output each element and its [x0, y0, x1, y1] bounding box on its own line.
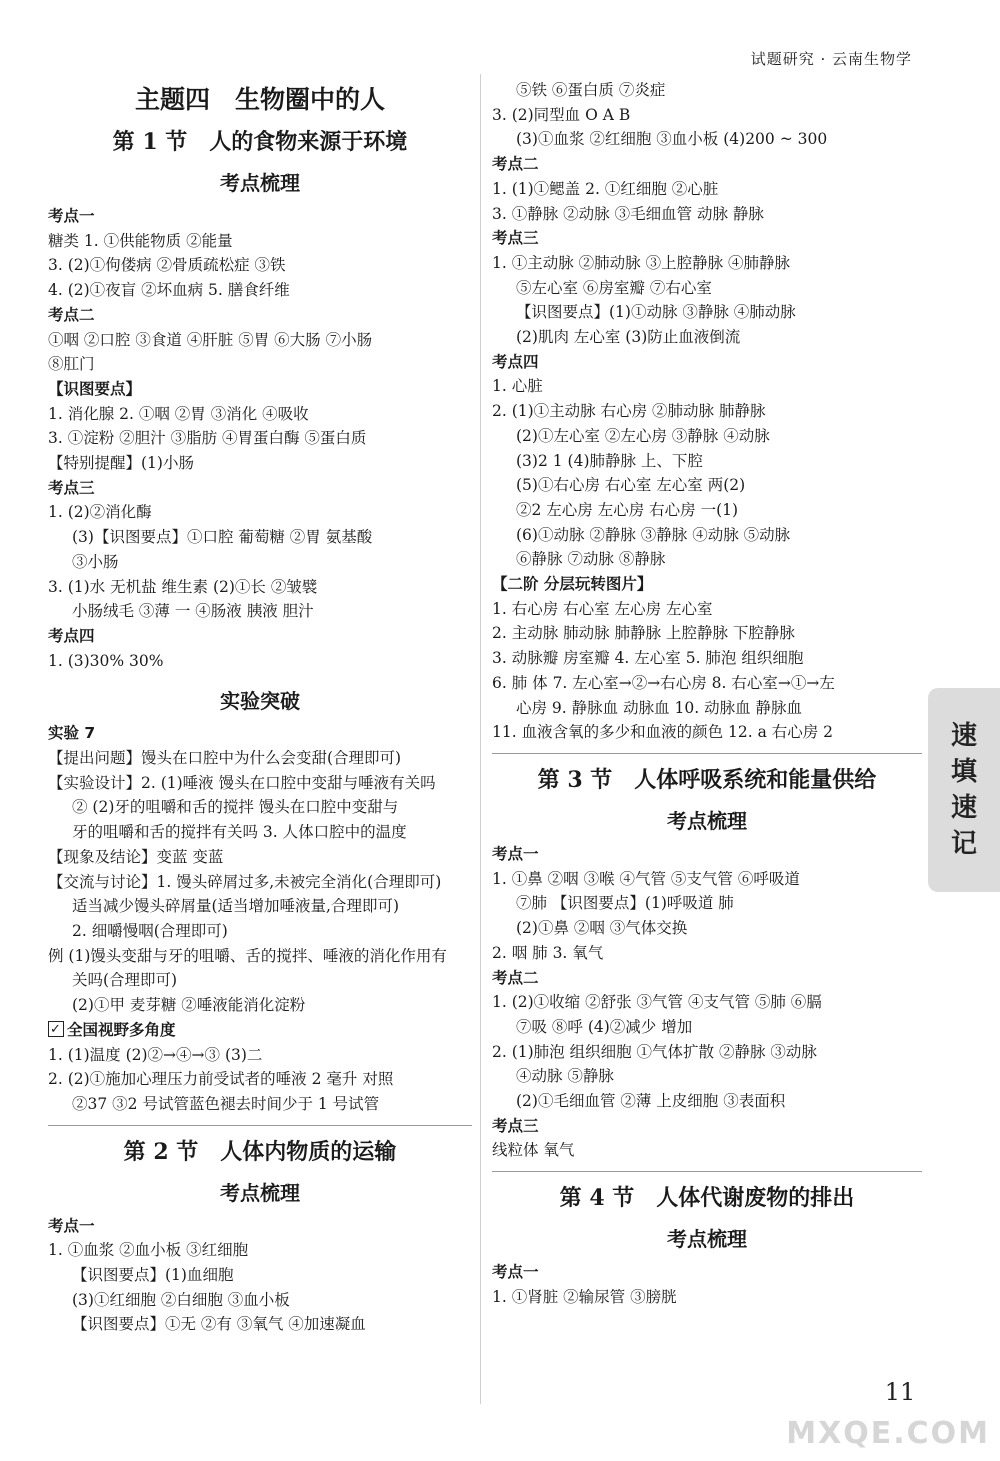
answer-line: 【识图要点】①无 ②有 ③氧气 ④加速凝血 [72, 1315, 366, 1334]
experiment-heading: 实验 7 [48, 724, 96, 743]
point-heading: 考点二 [492, 155, 539, 174]
answer-line: 【实验设计】2. (1)唾液 馒头在口腔中变甜与唾液有关吗 [48, 773, 436, 792]
answer-line: 2. (1)①主动脉 右心房 ②肺动脉 肺静脉 [492, 402, 766, 421]
answer-line: (2)肌肉 左心室 (3)防止血液倒流 [516, 328, 741, 347]
point-heading: 考点三 [492, 1116, 539, 1135]
section-separator [492, 753, 922, 754]
answer-line: 1. 右心房 右心室 左心房 左心室 [492, 599, 713, 618]
answer-line: 心房 9. 静脉血 动脉血 10. 动脉血 静脉血 [516, 698, 803, 717]
section-separator [48, 1125, 472, 1126]
checkmark-icon [48, 1021, 64, 1037]
answer-line: (5)①右心房 右心室 左心室 两(2) [516, 476, 746, 495]
answer-line: (2)①左心室 ②左心房 ③静脉 ④动脉 [516, 426, 770, 445]
answer-line: 1. ①血浆 ②血小板 ③红细胞 [48, 1241, 249, 1260]
point-heading: 考点四 [492, 352, 539, 371]
point-heading: 考点一 [48, 207, 95, 225]
answer-line: 1. (2)②消化酶 [48, 503, 152, 522]
answer-line: 2. 细嚼慢咽(合理即可) [72, 921, 228, 940]
answer-line: 3. (1)水 无机盐 维生素 (2)①长 ②皱襞 [48, 577, 318, 596]
answer-line: 3. (2)同型血 O A B [492, 105, 631, 124]
answer-line: 3. 动脉瓣 房室瓣 4. 左心室 5. 肺泡 组织细胞 [492, 649, 804, 668]
section-3-subtitle: 考点梳理 [667, 808, 747, 833]
answer-line: 1. (2)①收缩 ②舒张 ③气管 ④支气管 ⑤肺 ⑥膈 [492, 993, 822, 1012]
side-tab-char: 记 [950, 829, 977, 859]
tag-line: 【识图要点】 [48, 379, 142, 398]
section-1-title: 第 1 节 人的食物来源于环境 [112, 129, 408, 155]
answer-line: 2. (1)肺泡 组织细胞 ①气体扩散 ②静脉 ③动脉 [492, 1042, 817, 1061]
answer-line: 2. 主动脉 肺动脉 肺静脉 上腔静脉 下腔静脉 [492, 624, 795, 643]
watermark: MXQE.COM [786, 1416, 990, 1451]
section-1-subtitle: 考点梳理 [220, 171, 300, 195]
answer-line: 适当减少馒头碎屑量(适当增加唾液量,合理即可) [72, 897, 400, 916]
point-heading: 考点一 [48, 1216, 95, 1235]
answer-line: 4. (2)①夜盲 ②坏血病 5. 膳食纤维 [48, 281, 290, 300]
answer-line: (2)①鼻 ②咽 ③气体交换 [516, 919, 688, 938]
answer-line: 3. (2)①佝偻病 ②骨质疏松症 ③铁 [48, 256, 286, 275]
answer-line: 1. (1)温度 (2)②→④→③ (3)二 [48, 1045, 263, 1064]
section-separator [492, 1171, 922, 1172]
answer-line: 【提出问题】馒头在口腔中为什么会变甜(合理即可) [48, 749, 402, 768]
side-tab-char: 速 [950, 721, 977, 751]
answer-line: 【交流与讨论】1. 馒头碎屑过多,未被完全消化(合理即可) [48, 872, 442, 891]
side-tab-char: 速 [950, 793, 977, 823]
answer-line: ⑥静脉 ⑦动脉 ⑧静脉 [516, 550, 666, 569]
page-number: 11 [884, 1378, 916, 1406]
answer-line: ②2 左心房 左心房 右心房 一(1) [516, 500, 739, 519]
answer-line: 6. 肺 体 7. 左心室→②→右心房 8. 右心室→①→左 [492, 673, 835, 692]
answer-line: 【识图要点】(1)血细胞 [72, 1266, 234, 1285]
answer-line: 关吗(合理即可) [72, 971, 178, 990]
side-tab-char: 填 [950, 757, 977, 787]
answer-line: 1. ①鼻 ②咽 ③喉 ④气管 ⑤支气管 ⑥呼吸道 [492, 869, 800, 888]
section-4-subtitle: 考点梳理 [667, 1227, 747, 1252]
answer-line: 【现象及结论】变蓝 变蓝 [48, 847, 224, 866]
right-column [492, 78, 922, 1310]
answer-line: (2)①甲 麦芽糖 ②唾液能消化淀粉 [72, 996, 306, 1015]
point-heading: 考点一 [492, 844, 539, 863]
answer-line: 线粒体 氧气 [492, 1141, 575, 1160]
answer-line: ⑤铁 ⑥蛋白质 ⑦炎症 [516, 81, 666, 99]
theme-title: 主题四 生物圈中的人 [134, 85, 385, 114]
answer-line: (6)①动脉 ②静脉 ③静脉 ④动脉 ⑤动脉 [516, 525, 791, 544]
national-view-heading [48, 1018, 472, 1043]
point-heading: 考点三 [48, 478, 95, 497]
answer-line: ⑧肛门 [48, 355, 95, 374]
answer-line: (3)2 1 (4)肺静脉 上、下腔 [516, 451, 703, 470]
point-heading: 考点二 [492, 968, 539, 987]
answer-line: 3. ①淀粉 ②胆汁 ③脂肪 ④胃蛋白酶 ⑤蛋白质 [48, 429, 367, 448]
answer-line: 1. (3)30% 30% [48, 651, 164, 670]
answer-line: 1. 消化腺 2. ①咽 ②胃 ③消化 ④吸收 [48, 404, 309, 423]
point-heading: 考点四 [48, 626, 95, 645]
section-4-title: 第 4 节 人体代谢废物的排出 [559, 1185, 855, 1212]
answer-line: 11. 血液含氧的多少和血液的颜色 12. a 右心房 2 [492, 723, 834, 742]
answer-line: 糖类 1. ①供能物质 ②能量 [48, 231, 233, 250]
answer-line: ①咽 ②口腔 ③食道 ④肝脏 ⑤胃 ⑥大肠 ⑦小肠 [48, 330, 373, 349]
answer-line: 牙的咀嚼和舌的搅拌有关吗 3. 人体口腔中的温度 [72, 823, 407, 842]
answer-line: 小肠绒毛 ③薄 一 ④肠液 胰液 胆汁 [72, 602, 314, 621]
answer-line: ② (2)牙的咀嚼和舌的搅拌 馒头在口腔中变甜与 [72, 798, 399, 817]
answer-line: 1. ①肾脏 ②输尿管 ③膀胱 [492, 1287, 677, 1306]
answer-line: 3. ①静脉 ②动脉 ③毛细血管 动脉 静脉 [492, 204, 764, 223]
page-header: 试题研究 · 云南生物学 [750, 50, 912, 68]
answer-line: (3)①红细胞 ②白细胞 ③血小板 [72, 1290, 290, 1309]
answer-line: 例 (1)馒头变甜与牙的咀嚼、舌的搅拌、唾液的消化作用有 [48, 946, 447, 965]
answer-line: (3)①血浆 ②红细胞 ③血小板 (4)200 ~ 300 [516, 130, 828, 149]
answer-line: ③小肠 [72, 552, 119, 571]
left-column [48, 78, 472, 1337]
answer-line: (2)①毛细血管 ②薄 上皮细胞 ③表面积 [516, 1092, 786, 1111]
answer-line: ⑦肺 【识图要点】(1)呼吸道 肺 [516, 894, 734, 913]
point-heading: 考点二 [48, 305, 95, 324]
national-view-label: 全国视野多角度 [67, 1020, 176, 1039]
point-heading: 考点三 [492, 229, 539, 248]
tag-line: 【二阶 分层玩转图片】 [492, 575, 653, 594]
point-heading: 考点一 [492, 1263, 539, 1282]
answer-line: 2. (2)①施加心理压力前受试者的唾液 2 毫升 对照 [48, 1070, 394, 1089]
answer-line: 1. ①主动脉 ②肺动脉 ③上腔静脉 ④肺静脉 [492, 253, 790, 272]
side-tab-quick-notes [928, 688, 1000, 892]
answer-line: 1. (1)①鳃盖 2. ①红细胞 ②心脏 [492, 179, 719, 198]
answer-line: ⑦吸 ⑧呼 (4)②减少 增加 [516, 1017, 693, 1036]
answer-line: (3)【识图要点】①口腔 葡萄糖 ②胃 氨基酸 [72, 528, 373, 547]
answer-line: ⑤左心室 ⑥房室瓣 ⑦右心室 [516, 278, 712, 297]
section-2-subtitle: 考点梳理 [220, 1180, 300, 1205]
answer-line: 1. 心脏 [492, 377, 543, 396]
answer-line: ④动脉 ⑤静脉 [516, 1067, 614, 1086]
answer-line: 【识图要点】(1)①动脉 ③静脉 ④肺动脉 [516, 303, 796, 322]
column-divider [480, 74, 481, 1404]
section-3-title: 第 3 节 人体呼吸系统和能量供给 [537, 766, 877, 793]
section-2-title: 第 2 节 人体内物质的运输 [123, 1138, 397, 1165]
experiment-title: 实验突破 [220, 689, 300, 714]
answer-line: 2. 咽 肺 3. 氧气 [492, 943, 604, 962]
answer-line: 【特别提醒】(1)小肠 [48, 454, 194, 473]
answer-line: ②37 ③2 号试管蓝色褪去时间少于 1 号试管 [72, 1094, 380, 1113]
